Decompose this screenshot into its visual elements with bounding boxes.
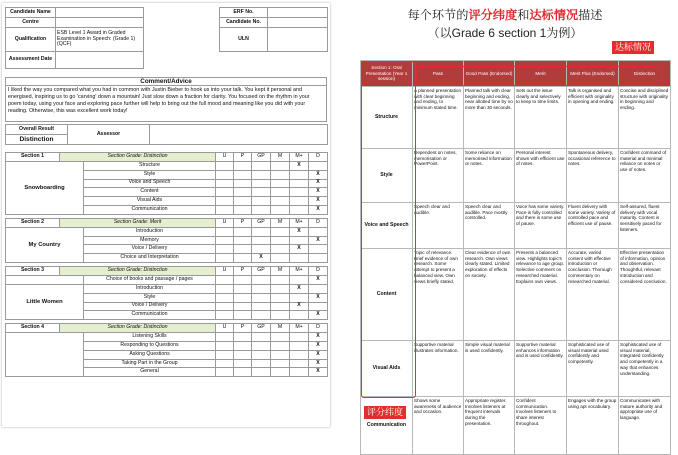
grade-mark [252,197,271,206]
section-label: Section 2 [6,218,60,227]
grade-mark [234,197,252,206]
grade-mark [234,359,252,368]
grade-mark: X [309,197,328,206]
grade-mark: X [290,227,309,236]
grade-mark [216,206,234,215]
grade-mark [271,368,290,377]
centre-label: Centre [6,18,56,28]
grade-mark: X [309,206,328,215]
grade-mark [252,227,271,236]
grade-header: P [234,218,252,227]
grade-mark [252,368,271,377]
grade-mark [216,368,234,377]
grade-mark [271,188,290,197]
grade-mark [216,188,234,197]
candidate-no-value [268,18,328,28]
grade-mark [271,275,290,284]
rubric-descriptor: Some reliance on memorised information or notes. [464,149,515,203]
rubric-level-header: Distinction [619,61,671,87]
grade-mark: X [290,161,309,170]
grade-header: M [271,267,290,276]
rubric-descriptor: Topic of relevance. Brief evidence of own research. Some attempt to present a balanced view. Own views briefly stated. [413,249,464,341]
section-topic [6,333,84,377]
grade-mark [271,236,290,245]
grade-header: P [234,324,252,333]
grade-mark [216,341,234,350]
grade-mark: X [309,275,328,284]
grade-mark: X [309,293,328,302]
grade-mark [252,245,271,254]
grade-mark [252,311,271,320]
grade-mark [290,254,309,263]
overall-result-label: Overall Result [6,125,68,135]
grade-header: GP [252,267,271,276]
criterion-name: Content [84,188,216,197]
grade-mark [216,227,234,236]
criterion-name: Voice and Speech [84,179,216,188]
rubric-descriptor: Fluent delivery with some variety. Variety of controlled pace and efficient use of pause. [567,203,619,249]
rubric-descriptor: Talk is organised and efficient with originality in opening and ending. [567,87,619,149]
criterion-name: Asking Questions [84,350,216,359]
grade-mark [271,302,290,311]
section-grade: Section Grade: Distinction [60,153,216,162]
rubric-descriptor: Effective presentation of information, opinion and observation. Thoughtful, relevant introduction and considered conclusion. [619,249,671,341]
grade-mark [216,245,234,254]
grade-mark [234,206,252,215]
dimensions-highlight-box [361,61,416,398]
rubric-descriptor: Dependent on notes, memorisation or PowerPoint. [413,149,464,203]
section-topic: Little Women [6,284,84,319]
grade-mark [271,206,290,215]
rubric-descriptor: Clear evidence of own research. Own views clearly stated. Limited exploration of effects on society. [464,249,515,341]
heading-highlight-standards: 达标情况 [529,8,579,22]
grade-mark [234,236,252,245]
grade-mark [234,333,252,342]
rubric-descriptor: Confident command of material and minimal reliance on notes or use of notes. [619,149,671,203]
grade-mark [290,206,309,215]
grade-mark [216,350,234,359]
grade-mark [290,341,309,350]
assessment-date-value [56,52,144,69]
grade-header: U [216,324,234,333]
rubric-descriptor: Sophisticated use of visual material, integrated confidently and competently in a way that enhances understanding. [619,341,671,397]
grade-mark [234,170,252,179]
criterion-name: Introduction [84,227,216,236]
grade-header: M+ [290,153,309,162]
grade-mark [309,227,328,236]
section-label: Section 1 [6,153,60,162]
grade-mark: X [309,179,328,188]
grade-mark [290,170,309,179]
grade-mark [252,293,271,302]
criterion-name: Style [84,170,216,179]
rubric-level-header: Good Pass (Endorsed) [464,61,515,87]
grade-mark [234,254,252,263]
grade-mark [216,359,234,368]
grade-mark [252,179,271,188]
criterion-name: Visual Aids [84,197,216,206]
grade-mark [234,302,252,311]
rubric-descriptor: Spontaneous delivery, occasional reference to notes. [567,149,619,203]
criterion-name: Listening Skills [84,333,216,342]
grade-mark: X [290,302,309,311]
rubric-level-header: Merit [515,61,567,87]
rubric-descriptor: Appropriate register. Involves listeners at frequent intervals during the presentation. [464,397,515,455]
rubric-descriptor: Voice has some variety. Pace is fully controlled and there is some use of pause. [515,203,567,249]
criterion-name: Memory [84,236,216,245]
candidate-name-label: Candidate Name [6,8,56,18]
criterion-name: Taking Part in the Group [84,359,216,368]
grade-mark [234,179,252,188]
grade-mark [252,341,271,350]
criterion-name: Voice / Delivery [84,245,216,254]
grade-mark [234,350,252,359]
grade-mark [234,227,252,236]
rubric-dimension: Voice and Speech [361,203,413,249]
grade-header: GP [252,218,271,227]
candidate-info-table [5,7,328,69]
erf-value [268,8,328,18]
grade-mark: X [290,245,309,254]
criterion-name: Style [84,293,216,302]
grade-mark [271,161,290,170]
grade-mark [271,333,290,342]
grade-mark [271,359,290,368]
grade-mark [234,341,252,350]
grade-header: D [309,218,328,227]
grade-mark: X [252,254,271,263]
criterion-name: Choice of books and passage / pages [84,275,216,284]
grade-mark [216,236,234,245]
grade-mark [216,161,234,170]
grade-mark [252,359,271,368]
rubric-descriptor: Simple visual material is used confidently. [464,341,515,397]
grade-mark [271,293,290,302]
grade-mark [309,254,328,263]
exam-report [2,3,330,427]
grade-mark [216,311,234,320]
rubric-corner: Section 1: Oral Presentation (Year 1 session) [361,61,413,87]
section-grade: Section Grade: Distinction [60,324,216,333]
grade-mark: X [309,341,328,350]
criterion-row [6,333,328,342]
criterion-name: Structure [84,161,216,170]
overall-result-value: Distinction [6,135,68,145]
grade-mark [234,284,252,293]
rubric-descriptor: Speech clear and audible. Pace mostly controlled. [464,203,515,249]
grade-mark [290,236,309,245]
grade-mark [271,284,290,293]
grade-mark [216,302,234,311]
heading-highlight-dimensions: 评分纬度 [468,8,518,22]
grade-mark [216,170,234,179]
heading-mid: 和 [517,8,530,22]
grade-mark [216,333,234,342]
grade-mark [234,161,252,170]
grade-mark [309,284,328,293]
criterion-name: Communication [84,311,216,320]
criterion-name: Responding to Questions [84,341,216,350]
criterion-name: Communication [84,206,216,215]
overall-result-table [5,124,328,145]
grade-mark [252,333,271,342]
criterion-name: Introduction [84,284,216,293]
grade-header: GP [252,153,271,162]
rubric-dimension: Content [361,249,413,341]
grade-mark: X [309,359,328,368]
grade-mark [216,197,234,206]
section-grade: Section Grade: Merit [60,218,216,227]
grade-mark [309,245,328,254]
grade-mark [271,341,290,350]
grade-mark [252,284,271,293]
section-topic: My Country [6,227,84,262]
grade-mark [252,302,271,311]
grade-mark [290,350,309,359]
rubric-descriptor: Supportive material enhances information and is used confidently. [515,341,567,397]
grade-mark [252,170,271,179]
grade-header: M [271,324,290,333]
grade-header: M [271,153,290,162]
candidate-no-label: Candidate No. [220,18,268,28]
section-topic: Snowboarding [6,161,84,214]
criterion-name: Voice / Delivery [84,302,216,311]
grade-mark: X [309,368,328,377]
heading-line-2: （以Grade 6 section 1为例） [427,26,583,40]
rubric-descriptor: Sophisticated use of visual material used confidently and competently. [567,341,619,397]
comment-title: Comment/Advice [5,77,327,86]
rubric-descriptor: Accurate, varied content with effective introduction or conclusion. Thorough commentary on researched material. [567,249,619,341]
rubric-dimension: Structure [361,87,413,149]
grade-header: U [216,218,234,227]
standards-tag: 达标情况 [612,41,654,54]
comment-text: I liked the way you compared what you had in common with Justin Bieber to hook us into your talk. You kept it personal and energised, inspiring us to go 'carving' down a mountain! Just slow down a fraction for clarity. You focused on the rhythm in your poem today, using your face and exploring pace further will help to bring out the full mood and meaning like you did with your reading. Otherwise, this was excellent work today! [5,86,327,122]
criterion-row [6,161,328,170]
rubric-descriptor: Shows some awareness of audience and occasion. [413,397,464,455]
assessor-label: Assessor [68,125,150,145]
heading-line-1 [340,6,670,23]
rubric-descriptor: Self-assured, fluent delivery with vocal maturity. Content is sensitively paced for listeners. [619,203,671,249]
grades-table [5,152,328,377]
rubric-level-header: Merit Plus (Endorsed) [567,61,619,87]
grade-mark [234,293,252,302]
grade-mark [216,275,234,284]
grade-mark [290,359,309,368]
rubric-descriptor: A planned presentation with clear beginning and ending, to minimum stated time. [413,87,464,149]
heading-suffix: 描述 [578,8,603,22]
grade-mark [252,236,271,245]
grade-mark [216,179,234,188]
grade-mark [290,275,309,284]
rubric-descriptor: Concise and disciplined structure with originality in beginning and ending. [619,87,671,149]
grade-mark: X [309,188,328,197]
grade-header: M+ [290,267,309,276]
rubric-descriptor: Supportive material illustrates information. [413,341,464,397]
criterion-name: Choice and Interpretation [84,254,216,263]
grade-mark [216,254,234,263]
grade-mark [290,333,309,342]
grade-mark [309,302,328,311]
rubric-descriptor: Communicates with mature authority and appropriate use of language. [619,397,671,455]
section-header-row [6,153,328,162]
grade-mark [271,245,290,254]
grade-mark [216,284,234,293]
grade-header: GP [252,324,271,333]
grade-mark [290,293,309,302]
criterion-name: General [84,368,216,377]
grade-header: M+ [290,324,309,333]
uln-label: ULN [220,28,268,52]
grade-mark [290,368,309,377]
grade-mark [216,293,234,302]
rubric-descriptor: Planned talk with clear beginning and ending, near allotted time by no more than 30 seconds. [464,87,515,149]
grade-mark: X [309,350,328,359]
grade-mark [271,179,290,188]
rubric-descriptor: Sets out the issue clearly and selectively to keep to time limits. [515,87,567,149]
rubric-level-header: Pass [413,61,464,87]
assessor-value [150,125,328,145]
section-header-row [6,218,328,227]
candidate-name-value [56,8,144,18]
grade-mark [234,275,252,284]
qualification-label: Qualification [6,28,56,52]
grade-mark: X [309,170,328,179]
grade-mark [290,311,309,320]
grade-mark [252,188,271,197]
grade-mark [290,197,309,206]
grade-header: P [234,267,252,276]
grade-mark [271,227,290,236]
uln-value [268,28,328,52]
rubric-row [361,397,671,455]
grade-mark [234,311,252,320]
grade-mark [290,179,309,188]
grade-mark [271,170,290,179]
grade-mark [234,188,252,197]
rubric-descriptor: Presents a balanced view. Highlights topic's relevance to age group. Selective comment on researched material. Explains own views. [515,249,567,341]
section-grade: Section Grade: Distinction [60,267,216,276]
grade-mark [309,161,328,170]
criterion-row [6,275,328,284]
grade-mark [271,197,290,206]
grade-header: U [216,267,234,276]
grade-mark [290,188,309,197]
grade-mark [271,254,290,263]
grade-mark [234,245,252,254]
grade-mark [271,350,290,359]
rubric-descriptor: Speech clear and audible. [413,203,464,249]
grade-header: M+ [290,218,309,227]
grade-mark: X [309,311,328,320]
section-header-row [6,267,328,276]
grade-header: M [271,218,290,227]
rubric-dimension: Visual Aids [361,341,413,397]
grade-header: D [309,267,328,276]
grade-mark [271,311,290,320]
section-header-row [6,324,328,333]
heading-prefix: 每个环节的 [407,8,469,22]
qualification-value: ESB Level 1 Award in Graded Examination in Speech: (Grade 1) (QCF) [56,28,144,52]
dimensions-tag: 评分纬度 [364,406,406,419]
centre-value [56,18,144,28]
rubric-descriptor: Confident communication. Involves listeners to share interest throughout. [515,397,567,455]
grade-header: D [309,324,328,333]
rubric-dimension: Communication [361,397,413,455]
section-label: Section 4 [6,324,60,333]
grade-mark: X [309,236,328,245]
criterion-row [6,284,328,293]
grade-mark [252,206,271,215]
assessment-date-label: Assessment Date [6,52,56,69]
rubric-descriptor: Engages with the group using apt vocabulary. [567,397,619,455]
grade-header: P [234,153,252,162]
grade-mark [252,275,271,284]
criterion-row [6,227,328,236]
grade-mark: X [290,284,309,293]
grade-header: D [309,153,328,162]
grade-header: U [216,153,234,162]
section-label: Section 3 [6,267,60,276]
grade-mark [252,161,271,170]
rubric-descriptor: Personal interest shown with efficient use of notes. [515,149,567,203]
section-topic [6,275,84,284]
erf-label: ERF No. [220,8,268,18]
grade-mark [234,368,252,377]
grade-mark [252,350,271,359]
rubric-dimension: Style [361,149,413,203]
grade-mark: X [309,333,328,342]
standards-highlight-box [416,66,662,86]
